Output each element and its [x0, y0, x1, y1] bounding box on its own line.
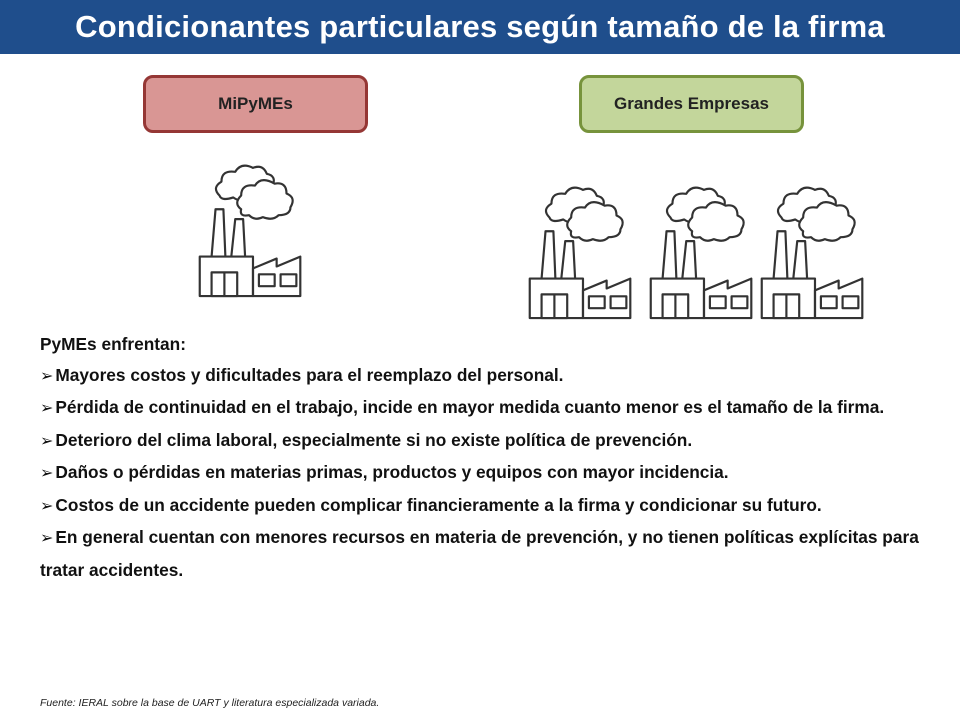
factory-icon [754, 180, 874, 320]
arrow-bullet-icon: ➢ [40, 465, 54, 482]
factory-icon [643, 180, 763, 320]
arrow-bullet-icon: ➢ [40, 530, 54, 547]
factory-icon [192, 158, 312, 298]
pymes-conditions-text [40, 329, 920, 585]
bullet-item: ➢ Mayores costos y dificultades para el reemplazo del personal. [40, 364, 564, 385]
bullet-item: ➢ Daños o pérdidas en materias primas, productos y equipos con mayor incidencia. [40, 462, 729, 482]
grandes-empresas-label-box: Grandes Empresas [579, 75, 804, 133]
arrow-bullet-icon: ➢ [40, 400, 54, 417]
mipymes-label-box: MiPyMEs [143, 75, 368, 133]
title-bar [0, 0, 960, 54]
bullet-item: ➢ En general cuentan con menores recursos en materia de prevención, y no tienen políticas explícitas para tratar accidentes. [40, 527, 919, 580]
intro-heading: PyMEs enfrentan: [40, 334, 186, 354]
source-footnote: Fuente: IERAL sobre la base de UART y literatura especializada variada. [40, 697, 380, 709]
bullet-item: ➢ Pérdida de continuidad en el trabajo, incide en mayor medida cuanto menor es el tamaño de la firma. [40, 397, 885, 417]
bullet-item: ➢ Deterioro del clima laboral, especialmente si no existe política de prevención. [40, 429, 693, 450]
factory-icon [522, 180, 642, 320]
bullet-item: ➢ Costos de un accidente pueden complicar financieramente a la firma y condicionar su futuro. [40, 494, 822, 515]
arrow-bullet-icon: ➢ [40, 432, 54, 450]
arrow-bullet-icon: ➢ [40, 497, 54, 515]
page-title: Condicionantes particulares según tamaño de la firma [75, 9, 885, 44]
arrow-bullet-icon: ➢ [40, 367, 54, 385]
